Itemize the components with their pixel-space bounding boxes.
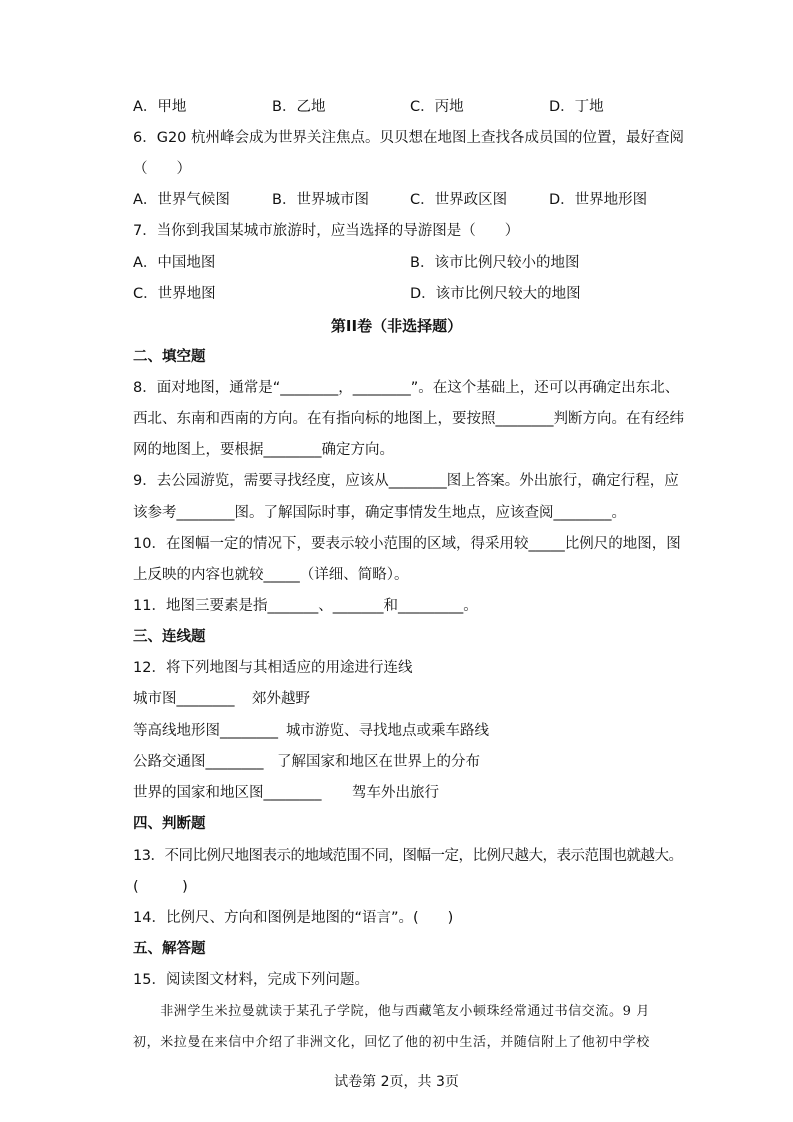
q6-stem-line1: 6．G20 杭州峰会成为世界关注焦点。贝贝想在地图上查找各成员国的位置，最好查阅 [133, 130, 685, 146]
q7-option-c: C．世界地图 [133, 286, 216, 302]
q7-stem: 7．当你到我国某城市旅游时，应当选择的导游图是（ ） [133, 223, 520, 239]
page-footer: 试卷第 2页，共 3页 [334, 1074, 459, 1090]
q12-title: 12．将下列地图与其相适应的用途进行连线 [133, 660, 413, 676]
q15-title: 15．阅读图文材料，完成下列问题。 [133, 972, 369, 988]
q7-option-a: A．中国地图 [133, 255, 216, 271]
q9-line2: 该参考________图。了解国际时事，确定事情发生地点，应该查阅________。 [133, 505, 626, 521]
section-matching: 三、连线题 [133, 629, 206, 645]
q8-line2: 西北、东南和西南的方向。在有指向标的地图上，要按照________判断方向。在有经纬 [133, 411, 684, 427]
q6-option-a: A．世界气候图 [133, 192, 230, 208]
q12-row4-use: 驾车外出旅行 [352, 785, 439, 801]
q12-row1-map: 城市图________ [133, 691, 235, 707]
q8-line1: 8．面对地图，通常是“________，________”。在这个基础上，还可以再确定出东北、 [133, 380, 680, 396]
q12-row4-map: 世界的国家和地区图________ [133, 785, 322, 801]
q12-row3-use: 了解国家和地区在世界上的分布 [277, 754, 480, 770]
q12-row1-use: 郊外越野 [252, 691, 310, 707]
q6-option-d: D．世界地形图 [549, 192, 648, 208]
q12-row2-map: 等高线地形图________ [133, 723, 278, 739]
q12-row2-use: 城市游览、寻找地点或乘车路线 [286, 723, 489, 739]
q7-option-b: B．该市比例尺较小的地图 [410, 255, 580, 271]
q13-line2: ( ) [133, 879, 188, 895]
section-true-false: 四、判断题 [133, 816, 206, 832]
section-fill-in: 二、填空题 [133, 349, 206, 365]
section-answer: 五、解答题 [133, 941, 206, 957]
q12-row3-map: 公路交通图________ [133, 754, 264, 770]
q5-option-d: D．丁地 [549, 99, 604, 115]
q15-material-line2: 初，米拉曼在来信中介绍了非洲文化，回忆了他的初中生活，并随信附上了他初中学校 [133, 1035, 650, 1050]
q11: 11．地图三要素是指_______、_______和_________。 [133, 598, 478, 614]
q6-option-b: B．世界城市图 [272, 192, 369, 208]
q15-material-line1: 非洲学生米拉曼就读于某孔子学院，他与西藏笔友小顿珠经常通过书信交流。9 月 [133, 1004, 650, 1019]
q13-line1: 13．不同比例尺地图表示的地域范围不同，图幅一定，比例尺越大，表示范围也就越大。 [133, 848, 683, 864]
q6-stem-line2: （ ） [133, 161, 191, 177]
q6-option-c: C．世界政区图 [410, 192, 508, 208]
q9-line1: 9．去公园游览，需要寻找经度，应该从________图上答案。外出旅行，确定行程，应 [133, 473, 679, 489]
q10-line1: 10．在图幅一定的情况下，要表示较小范围的区域，得采用较_____比例尺的地图，图 [133, 536, 681, 552]
q10-line2: 上反映的内容也就较_____（详细、简略）。 [133, 567, 409, 583]
q14: 14．比例尺、方向和图例是地图的“语言”。( ) [133, 910, 454, 926]
q5-option-c: C．丙地 [410, 99, 464, 115]
volume-title: 第II卷（非选择题） [330, 317, 463, 335]
q5-option-a: A．甲地 [133, 99, 187, 115]
q7-option-d: D．该市比例尺较大的地图 [410, 286, 581, 302]
q8-line3: 网的地图上，要根据________确定方向。 [133, 442, 394, 458]
q5-option-b: B．乙地 [272, 99, 326, 115]
